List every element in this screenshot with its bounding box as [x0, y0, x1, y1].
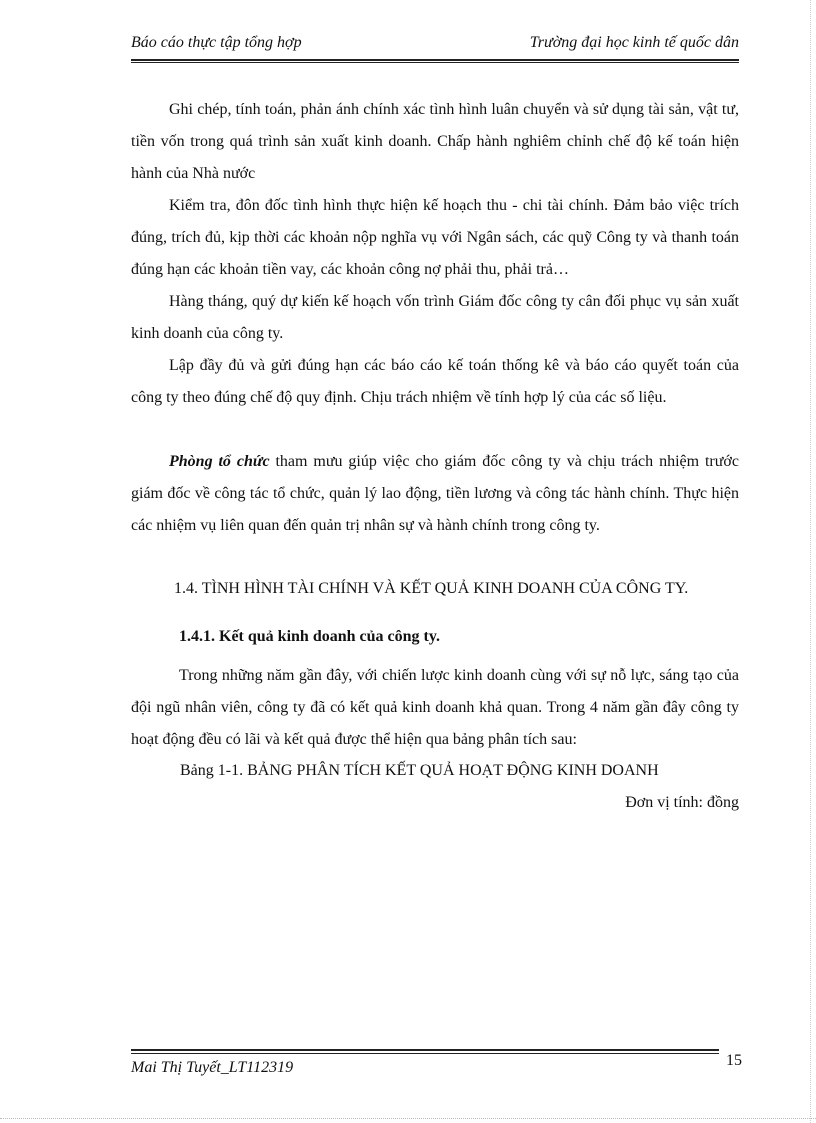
page-boundary-bottom: [0, 1118, 816, 1119]
department-description: tham mưu giúp việc cho giám đốc công ty và chịu trách nhiệm trước giám đốc về công tác tổ chức, quản lý lao động, tiền lương và công tác hành chính. Thực hiện các nhiệm vụ liên quan đến quản trị nhân sự và hành chính trong công ty.: [131, 453, 739, 534]
header-divider: [131, 59, 739, 61]
section-title: 1.4. TÌNH HÌNH TÀI CHÍNH VÀ KẾT QUẢ KINH DOANH CỦA CÔNG TY.: [174, 580, 689, 597]
paragraph-organization-department: [131, 446, 739, 542]
subsection-title: 1.4.1. Kết quả kinh doanh của công ty.: [179, 628, 440, 645]
page-boundary-right: [810, 0, 811, 1123]
page-header: [131, 32, 739, 58]
header-report-title: Báo cáo thực tập tổng hợp: [131, 34, 302, 51]
page-number: 15: [726, 1052, 742, 1069]
paragraph-business-results: Trong những năm gần đây, với chiến lược kinh doanh cùng với sự nỗ lực, sáng tạo của đội ngũ nhân viên, công ty đã có kết quả kinh doanh khả quan. Trong 4 năm gần đây công ty hoạt động đều có lãi và kết quả được thể hiện qua bảng phân tích sau:: [131, 667, 739, 748]
footer-author: Mai Thị Tuyết_LT112319: [131, 1059, 294, 1076]
paragraph-capital-planning: Hàng tháng, quý dự kiến kế hoạch vốn trình Giám đốc công ty cân đối phục vụ sản xuất kinh doanh của công ty.: [131, 293, 739, 342]
currency-unit: Đơn vị tính: đồng: [625, 794, 739, 811]
department-name: Phòng tổ chức: [169, 453, 270, 470]
footer-divider-thin: [131, 1053, 719, 1054]
footer-divider: [131, 1049, 719, 1051]
header-divider-thin: [131, 62, 739, 63]
header-university: Trường đại học kinh tế quốc dân: [529, 34, 739, 51]
paragraph-financial-control: Kiểm tra, đôn đốc tình hình thực hiện kế hoạch thu - chi tài chính. Đảm bảo việc trích đúng, trích đủ, kịp thời các khoản nộp nghĩa vụ với Ngân sách, các quỹ Công ty và thanh toán đúng hạn các khoản tiền vay, các khoản công nợ phải thu, phải trả…: [131, 197, 739, 278]
paragraph-reporting: Lập đầy đủ và gửi đúng hạn các báo cáo kế toán thống kê và báo cáo quyết toán của công ty theo đúng chế độ quy định. Chịu trách nhiệm về tính hợp lý của các số liệu.: [131, 357, 739, 406]
paragraph-accounting-duties: Ghi chép, tính toán, phản ánh chính xác tình hình luân chuyển và sử dụng tài sản, vật tư, tiền vốn trong quá trình sản xuất kinh doanh. Chấp hành nghiêm chỉnh chế độ kế toán hiện hành của Nhà nước: [131, 101, 739, 182]
table-caption: Bảng 1-1. BẢNG PHÂN TÍCH KẾT QUẢ HOẠT ĐỘNG KINH DOANH: [180, 762, 659, 779]
